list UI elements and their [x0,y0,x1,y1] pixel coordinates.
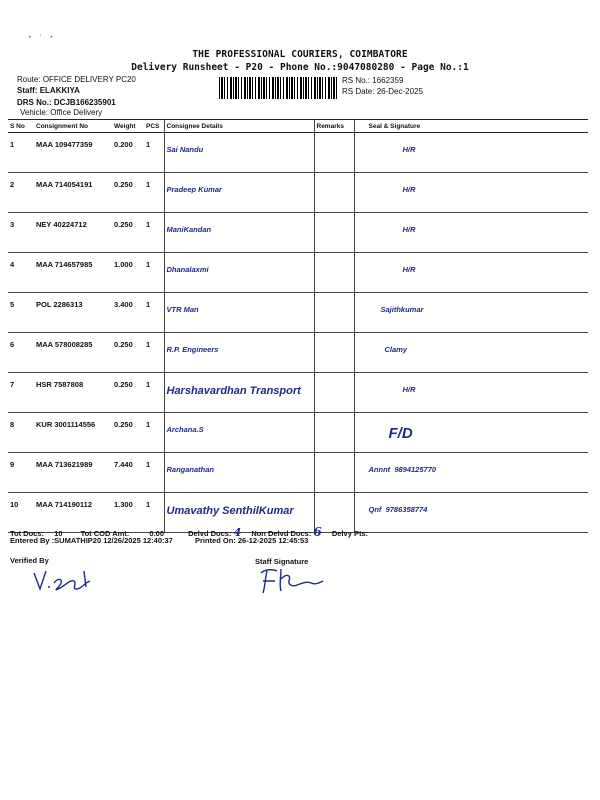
route-value: OFFICE DELIVERY PC20 [42,75,136,84]
table-row [8,453,588,493]
cell-weight: 0.250 [112,173,144,213]
header-seal: Seal & Signature [354,120,588,133]
header-consignment: Consignment No [34,120,112,133]
table-row [8,133,588,173]
consignee-text: Dhanalaxmi [166,265,209,274]
cell-consignee-handwritten [164,373,314,413]
cell-remarks [314,173,354,213]
cell-consignee-handwritten [164,213,314,253]
cell-sno: 3 [8,213,34,253]
table-header-row [8,120,588,133]
staff-label: Staff: [17,86,38,95]
staff-signature [255,563,335,595]
delvd-label: Delvd Docs: [188,529,232,538]
cell-consignment: MAA 109477359 [34,133,112,173]
header-weight: Weight [112,120,144,133]
cell-consignment: MAA 714657985 [34,253,112,293]
cell-remarks [314,133,354,173]
cell-weight: 0.250 [112,373,144,413]
cell-pcs: 1 [144,373,164,413]
vehicle-line [20,108,102,117]
cell-consignee-handwritten [164,173,314,213]
cell-pcs: 1 [144,453,164,493]
runsheet-subtitle: Delivery Runsheet - P20 - Phone No.:9047080280 - Page No.:1 [131,62,469,73]
verified-signature [30,565,105,595]
cell-consignee-handwritten [164,133,314,173]
drs-label: DRS No.: [17,98,52,107]
table-row [8,173,588,213]
cell-weight: 0.250 [112,333,144,373]
route-label: Route: [17,75,41,84]
seal-scribble: Qnf [368,505,386,514]
cell-consignee-handwritten [164,453,314,493]
cell-pcs: 1 [144,413,164,453]
header-remarks: Remarks [314,120,354,133]
cell-seal-handwritten [354,173,588,213]
rs-no-label: RS No.: [342,76,371,85]
stray-marks: • ' • [28,34,54,41]
consignee-text: Harshavardhan Transport [166,385,301,397]
seal-text: H/R [402,265,416,274]
consignee-text: R.P. Engineers [166,345,219,354]
cell-consignment: HSR 7587808 [34,373,112,413]
seal-scribble: Annnt [368,465,395,474]
verified-by-label: Verified By [10,556,49,565]
consignee-text: Ranganathan [166,465,215,474]
tot-docs-label: Tot Docs: [10,529,45,538]
cell-pcs: 1 [144,493,164,533]
cell-seal-handwritten [354,493,588,533]
seal-text: 9894125770 [394,465,437,474]
consignee-text: Umavathy SenthilKumar [166,505,294,517]
cell-consignment: MAA 713621989 [34,453,112,493]
cell-remarks [314,413,354,453]
cell-weight: 7.440 [112,453,144,493]
rs-date-line [342,87,423,96]
cell-seal-handwritten [354,373,588,413]
route-line [17,75,136,84]
consignee-text: VTR Man [166,305,199,314]
cell-sno: 5 [8,293,34,333]
cell-consignment: KUR 3001114556 [34,413,112,453]
cell-remarks [314,253,354,293]
cell-seal-handwritten [354,133,588,173]
cell-pcs: 1 [144,133,164,173]
header-sno: S No [8,120,34,133]
cell-consignee-handwritten [164,293,314,333]
cell-consignment: MAA 714190112 [34,493,112,533]
cell-sno: 6 [8,333,34,373]
company-title: THE PROFESSIONAL COURIERS, COIMBATORE [192,49,408,60]
staff-signature-label: Staff Signature [255,557,309,566]
cell-sno: 1 [8,133,34,173]
consignee-text: Archana.S [166,425,204,434]
entered-by: Entered By :SUMATHIP20 12/26/2025 12:40:37 [10,536,173,545]
consignee-text: ManiKandan [166,225,212,234]
entered-by-line [10,536,308,545]
cell-remarks [314,293,354,333]
consignee-text: Pradeep Kumar [166,185,222,194]
cell-seal-handwritten [354,213,588,253]
cell-consignment: NEY 40224712 [34,213,112,253]
cell-sno: 4 [8,253,34,293]
cell-pcs: 1 [144,173,164,213]
cell-consignee-handwritten [164,253,314,293]
seal-text: 9786358774 [385,505,428,514]
cell-consignment: MAA 714054191 [34,173,112,213]
cell-weight: 1.000 [112,253,144,293]
header-consignee: Consignee Details [164,120,314,133]
cell-seal-handwritten [354,413,588,453]
cell-sno: 8 [8,413,34,453]
table-row [8,213,588,253]
delvy-pts-label: Delvy Pts: [331,529,369,538]
cell-consignee-handwritten [164,333,314,373]
seal-text: H/R [402,145,416,154]
non-delvd-label: Non Delvd Docs: [251,529,312,538]
cell-seal-handwritten [354,293,588,333]
rs-date-label: RS Date: [342,87,375,96]
cell-sno: 9 [8,453,34,493]
cell-weight: 3.400 [112,293,144,333]
vehicle-value: Office Delivery [50,108,103,117]
printed-on: Printed On: 26-12-2025 12:45:53 [194,536,309,545]
cell-pcs: 1 [144,213,164,253]
seal-text: H/R [402,185,416,194]
runsheet-table [8,119,588,533]
staff-value: ELAKKIYA [39,86,80,95]
seal-text: H/R [402,385,416,394]
cell-weight: 0.250 [112,413,144,453]
cell-pcs: 1 [144,253,164,293]
cell-consignment: MAA 578008285 [34,333,112,373]
cell-seal-handwritten [354,253,588,293]
table-row [8,333,588,373]
table-row [8,413,588,453]
cell-remarks [314,373,354,413]
cell-sno: 2 [8,173,34,213]
cell-sno: 10 [8,493,34,533]
seal-text: Sajithkumar [380,305,424,314]
cell-remarks [314,333,354,373]
cell-pcs: 1 [144,293,164,333]
cell-sno: 7 [8,373,34,413]
drs-value: DCJB166235901 [53,98,116,107]
seal-text: H/R [402,225,416,234]
consignee-text: Sai Nandu [166,145,204,154]
staff-line [17,86,80,95]
table-row [8,373,588,413]
header-pcs: PCS [144,120,164,133]
seal-text: Clamy [384,345,408,354]
tot-cod-label: Tot COD Amt: [80,529,130,538]
cell-pcs: 1 [144,333,164,373]
delvd-value: 4 [233,526,242,539]
cell-remarks [314,453,354,493]
cell-seal-handwritten [354,453,588,493]
cell-weight: 1.300 [112,493,144,533]
vehicle-label: Vehicle: [20,108,49,117]
cell-consignee-handwritten [164,413,314,453]
tot-cod-value: 0.00 [149,529,165,538]
drs-line [17,98,116,107]
barcode [219,77,337,99]
cell-consignment: POL 2286313 [34,293,112,333]
rs-no-line [342,76,403,85]
cell-weight: 0.200 [112,133,144,173]
table-row [8,253,588,293]
seal-text: F/D [388,425,413,442]
non-delvd-value: 6 [313,525,322,539]
rs-date-value: 26-Dec-2025 [376,87,423,96]
cell-remarks [314,213,354,253]
cell-seal-handwritten [354,333,588,373]
cell-weight: 0.250 [112,213,144,253]
rs-no-value: 1662359 [372,76,404,85]
tot-docs-value: 10 [54,529,63,538]
table-row [8,293,588,333]
